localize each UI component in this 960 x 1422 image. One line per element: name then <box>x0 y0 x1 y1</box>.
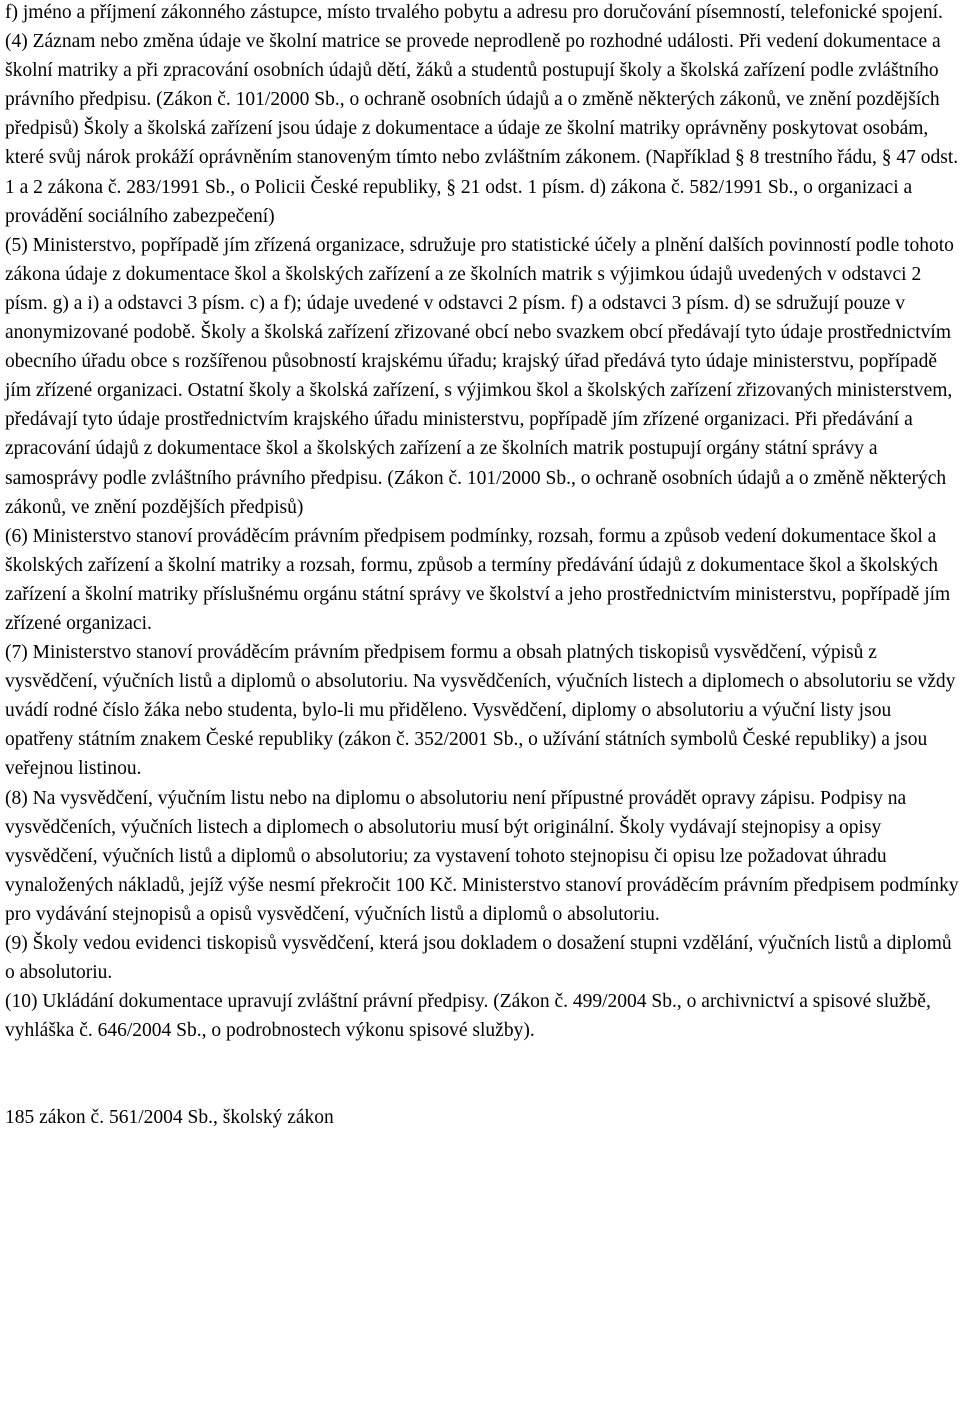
paragraph-section-4: (4) Záznam nebo změna údaje ve školní matrice se provede neprodleně po rozhodné události. Při vedení dokumentace a školní matriky a při zpracování osobních údajů dětí, žáků a studentů postupují školy a školská zařízení podle zvláštního právního předpisu. (Zákon č. 101/2000 Sb., o ochraně osobních údajů a o změně některých zákonů, ve znění pozdějších předpisů) Školy a školská zařízení jsou údaje z dokumentace a údaje ze školní matriky oprávněny poskytovat osobám, které svůj nárok prokáží oprávněním stanoveným tímto nebo zvláštním zákonem. (Například § 8 trestního řádu, § 47 odst. 1 a 2 zákona č. 283/1991 Sb., o Policii České republiky, § 21 odst. 1 písm. d) zákona č. 582/1991 Sb., o organizaci a provádění sociálního zabezpečení) <box>5 31 959 227</box>
page-footer: 185 zákon č. 561/2004 Sb., školský zákon <box>5 1107 334 1129</box>
paragraph-section-10: (10) Ukládání dokumentace upravují zvláštní právní předpisy. (Zákon č. 499/2004 Sb., o archivnictví a spisové službě, vyhláška č. 646/2004 Sb., o podrobnostech výkonu spisové služby). <box>5 991 931 1042</box>
paragraph-item-f: f) jméno a příjmení zákonného zástupce, místo trvalého pobytu a adresu pro doručování písemností, telefonické spojení. <box>5 2 943 23</box>
paragraph-section-9: (9) Školy vedou evidenci tiskopisů vysvědčení, která jsou dokladem o dosažení stupni vzdělání, výučních listů a diplomů o absolutoriu. <box>5 933 952 984</box>
paragraph-section-5: (5) Ministerstvo, popřípadě jím zřízená organizace, sdružuje pro statistické účely a plnění dalších povinností podle tohoto zákona údaje z dokumentace škol a školských zařízení a ze školních matrik s výjimkou údajů uvedených v odstavci 2 písm. g) a i) a odstavci 3 písm. c) a f); údaje uvedené v odstavci 2 písm. f) a odstavci 3 písm. d) se sdružují pouze v anonymizované podobě. Školy a školská zařízení zřizované obcí nebo svazkem obcí předávají tyto údaje prostřednictvím obecního úřadu obce s rozšířenou působností krajskému úřadu; krajský úřad předává tyto údaje ministerstvu, popřípadě jím zřízené organizaci. Ostatní školy a školská zařízení, s výjimkou škol a školských zařízení zřizovaných ministerstvem, předávají tyto údaje prostřednictvím krajského úřadu ministerstvu, popřípadě jím zřízené organizaci. Při předávání a zpracování údajů z dokumentace škol a školských zařízení a ze školních matrik postupují orgány státní správy a samosprávy podle zvláštního právního předpisu. (Zákon č. 101/2000 Sb., o ochraně osobních údajů a o změně některých zákonů, ve znění pozdějších předpisů) <box>5 234 954 518</box>
footer-spacer <box>5 1045 960 1103</box>
paragraph-section-8: (8) Na vysvědčení, výučním listu nebo na diplomu o absolutoriu není přípustné provádět opravy zápisu. Podpisy na vysvědčeních, výučních listech a diplomech o absolutoriu musí být originální. Školy vydávají stejnopisy a opisy vysvědčení, výučních listů a diplomů o absolutoriu; za vystavení tohoto stejnopisu či opisu lze požadovat úhradu vynaložených nákladů, jejíž výše nesmí překročit 100 Kč. Ministerstvo stanoví prováděcím právním předpisem podmínky pro vydávání stejnopisů a opisů vysvědčení, výučních listů a diplomů o absolutoriu. <box>5 787 959 925</box>
paragraph-section-7: (7) Ministerstvo stanoví prováděcím právním předpisem formu a obsah platných tiskopisů vysvědčení, výpisů z vysvědčení, výučních listů a diplomů o absolutoriu. Na vysvědčeních, výučních listech a diplomech o absolutoriu se vždy uvádí rodné číslo žáka nebo studenta, bylo-li mu přiděleno. Vysvědčení, diplomy o absolutoriu a výuční listy jsou opatřeny státním znakem České republiky (zákon č. 352/2001 Sb., o užívání státních symbolů České republiky) a jsou veřejnou listinou. <box>5 642 956 780</box>
paragraph-section-6: (6) Ministerstvo stanoví prováděcím právním předpisem podmínky, rozsah, formu a způsob vedení dokumentace škol a školských zařízení a školní matriky a rozsah, formu, způsob a termíny předávání údajů z dokumentace škol a školských zařízení a školní matriky příslušnému orgánu státní správy ve školství a jeho prostřednictvím ministerstvu, popřípadě jím zřízené organizaci. <box>5 525 951 634</box>
document-page <box>5 0 960 1132</box>
